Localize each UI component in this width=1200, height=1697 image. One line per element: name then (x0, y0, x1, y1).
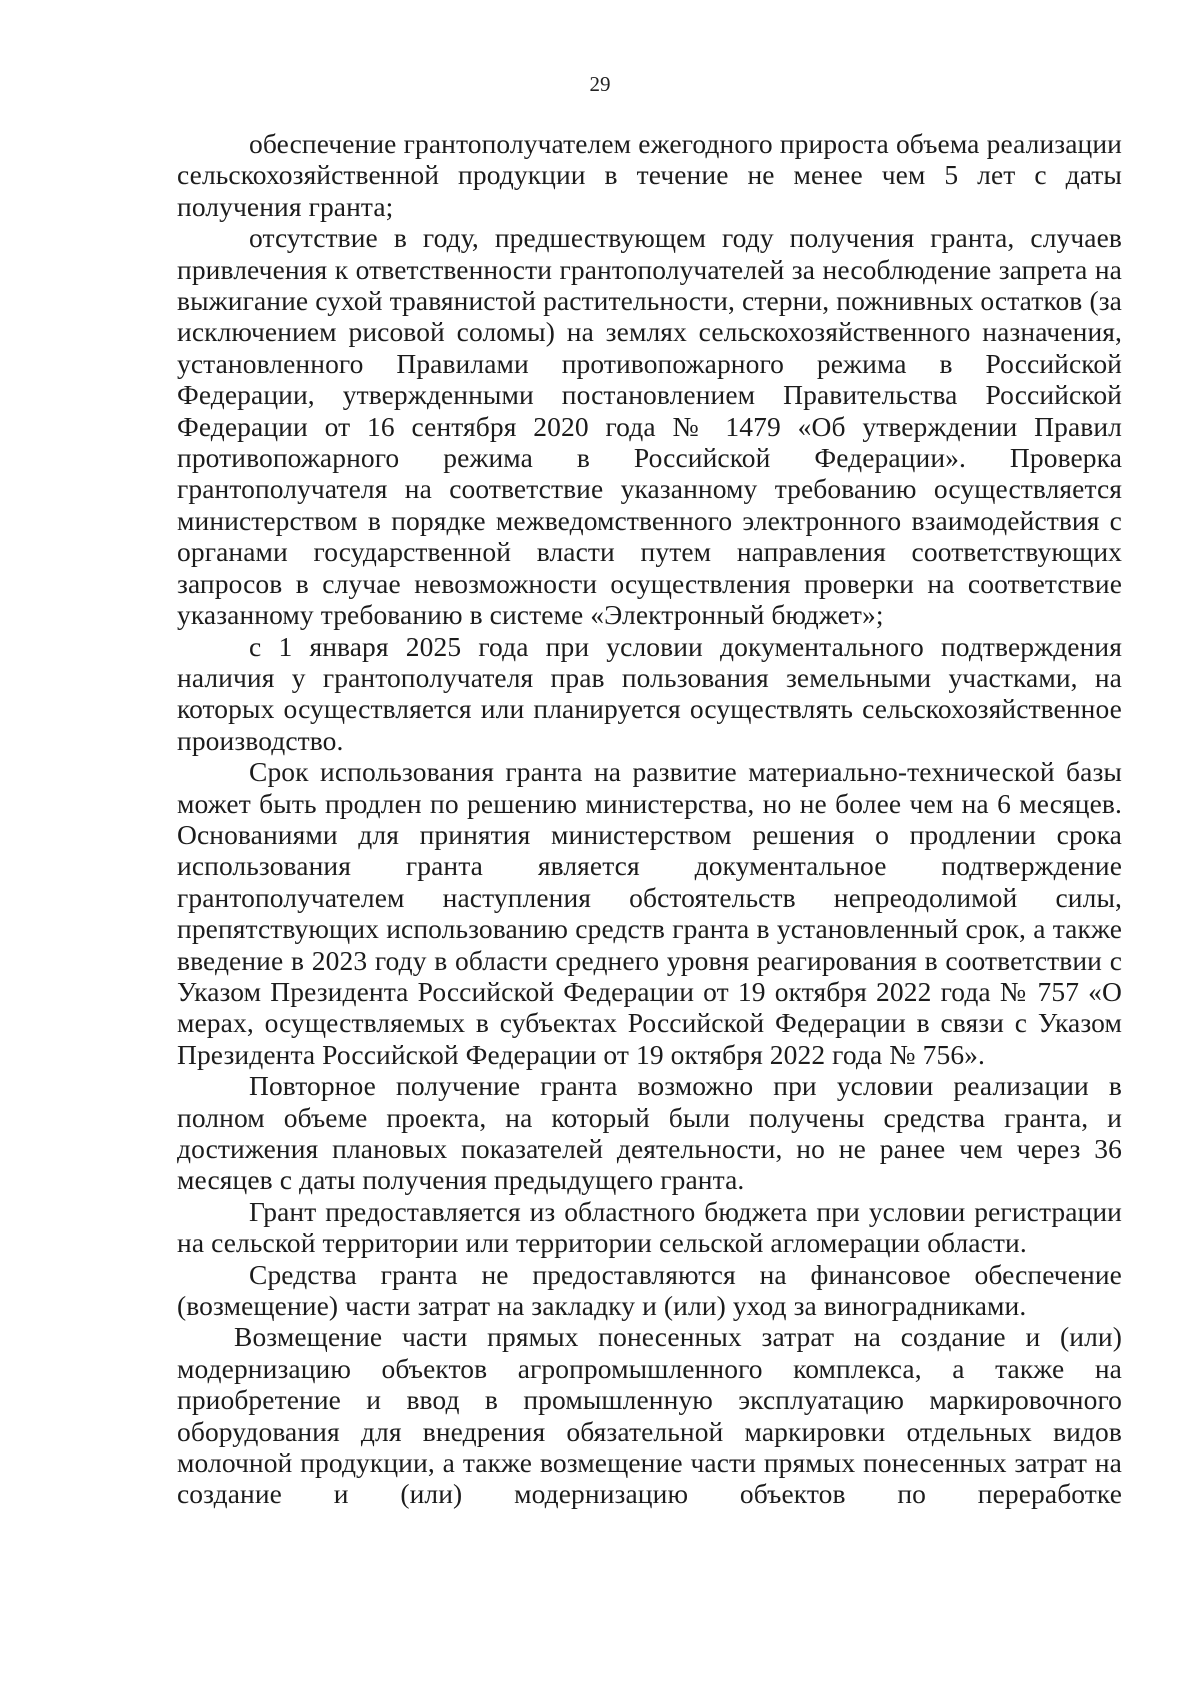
paragraph-cost-reimbursement: Возмещение части прямых понесенных затрат на создание и (или) модернизацию объектов агропромышленного комплекса, а также на приобретение и ввод в промышленную эксплуатацию маркировочного оборудования для внедрения обязательной маркировки отдельных видов молочной продукции, а также возмещение части прямых понесенных затрат на создание и (или) модернизацию объектов по переработке (177, 1321, 1122, 1510)
document-body (177, 128, 1122, 1510)
paragraph-grant-registration: Грант предоставляется из областного бюджета при условии регистрации на сельской территории или территории сельской агломерации области. (177, 1195, 1122, 1259)
paragraph-grant-sales-growth: обеспечение грантополучателем ежегодного прироста объема реализации сельскохозяйственной продукции в течение не менее чем 5 лет с даты получения гранта; (177, 128, 1122, 222)
paragraph-fire-safety-requirement: отсутствие в году, предшествующем году получения гранта, случаев привлечения к ответственности грантополучателей за несоблюдение запрета на выжигание сухой травянистой растительности, стерни, пожнивных остатков (за исключением рисовой соломы) на землях сельскохозяйственного назначения, установленного Правилами противопожарного режима в Российской Федерации, утвержденными постановлением Правительства Российской Федерации от 16 сентября 2020 года № 1479 «Об утверждении Правил противопожарного режима в Российской Федерации». Проверка грантополучателя на соответствие указанному требованию осуществляется министерством в порядке межведомственного электронного взаимодействия с органами государственной власти путем направления соответствующих запросов в случае невозможности осуществления проверки на соответствие указанному требованию в системе «Электронный бюджет»; (177, 222, 1122, 631)
paragraph-grant-term-extension: Срок использования гранта на развитие материально-технической базы может быть продлен по решению министерства, но не более чем на 6 месяцев. Основаниями для принятия министерством решения о продлении срока использования гранта является документальное подтверждение грантополучателем наступления обстоятельств непреодолимой силы, препятствующих использованию средств гранта в установленный срок, а также введение в 2023 году в области среднего уровня реагирования в соответствии с Указом Президента Российской Федерации от 19 октября 2022 года № 757 «О мерах, осуществляемых в субъектах Российской Федерации в связи с Указом Президента Российской Федерации от 19 октября 2022 года № 756». (177, 756, 1122, 1070)
paragraph-land-use-rights: с 1 января 2025 года при условии документального подтверждения наличия у грантополучателя прав пользования земельными участками, на которых осуществляется или планируется осуществлять сельскохозяйственное производство. (177, 630, 1122, 756)
paragraph-vineyard-exclusion: Средства гранта не предоставляются на финансовое обеспечение (возмещение) части затрат на закладку и (или) уход за виноградниками. (177, 1258, 1122, 1322)
page-number: 29 (589, 72, 611, 96)
paragraph-repeat-grant: Повторное получение гранта возможно при условии реализации в полном объеме проекта, на который были получены средства гранта, и достижения плановых показателей деятельности, но не ранее чем через 36 месяцев с даты получения предыдущего гранта. (177, 1070, 1122, 1196)
